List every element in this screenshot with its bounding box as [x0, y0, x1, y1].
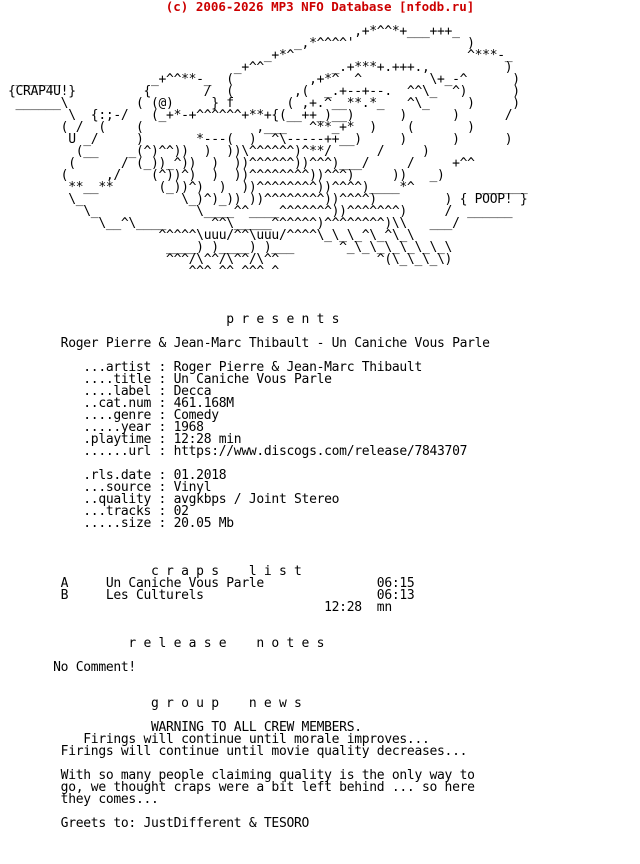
- group-news-heading: g r o u p n e w s: [8, 696, 302, 711]
- info-row: ..cat.num : 461.168M: [8, 396, 234, 411]
- craps-list-heading: c r a p s l i s t: [8, 564, 302, 579]
- ascii-art-line: ______ _+^^**-_ ( ,+*^ ^ \+_-^ ): [8, 72, 520, 87]
- group-news-line: Greets to: JustDifferent & TESORO: [8, 816, 310, 831]
- ascii-art-line: \ {:;-/ (_+*-+^^^^^^+**+{(__++_)__) ) ) /: [8, 108, 513, 123]
- ascii-art-line: ____) )____) )___ ^_\_\_\_\_\_\_\: [8, 240, 453, 255]
- ascii-art-line: \_ \____^^____^^^^^^^))^^^^^^^) / ______: [8, 204, 513, 219]
- info-row: ...tracks : 02: [8, 504, 189, 519]
- ascii-art-line: ^^^^^\uuu/^^\uuu/^^^^\_\_\_^\_^\_\: [8, 228, 415, 243]
- info-row: .playtime : 12:28 min: [8, 432, 242, 447]
- presents-heading: p r e s e n t s: [8, 312, 340, 327]
- ascii-art-line: U _/ ) *---( ) ^\-----++__) ) ) ): [8, 132, 513, 147]
- info-row: .....year : 1968: [8, 420, 204, 435]
- ascii-art-line: \__^\____ ^^\_____^^^^^^)^^^^^^^^)\\ ___/: [8, 216, 460, 231]
- release-title: Roger Pierre & Jean-Marc Thibault - Un Caniche Vous Parle: [8, 336, 490, 351]
- ascii-art-line: ,+*^^*+___+++_: [8, 24, 460, 39]
- group-news-line: With so many people claiming quality is the only way to: [8, 768, 475, 783]
- group-news-line: go, we thought craps were a bit left behind ... so here: [8, 780, 475, 795]
- ascii-art-line: ______\ ( (@) } f ( ,+.^__**.*_ ^\_ ) ): [8, 96, 520, 111]
- ascii-art-line: ^^^ ^^ ^^^ ^: [8, 264, 279, 279]
- info-row: ......url : https://www.discogs.com/release/7843707: [8, 444, 468, 459]
- ascii-art-line: ( ,/ (^))^) ) ))^^^^^^^^))^^^) )) _): [8, 168, 445, 183]
- ascii-art-line: {CRAP4U!} { / ( ,( _.+--+--. ^^\_ ^) ): [8, 84, 520, 99]
- info-row: ....genre : Comedy: [8, 408, 219, 423]
- info-row: ....label : Decca: [8, 384, 212, 399]
- ascii-art-line: ( / ( ( ,___ ^**_+* ) ( ): [8, 120, 475, 135]
- ascii-art-line: \_ \_)^)_)) ))^^^^^^^^))^^^^) ) { POOP! }: [8, 192, 528, 207]
- group-news-line: Firings will continue until morale improves...: [8, 732, 430, 747]
- ascii-art-line: **__** (_))^) ) ))^^^^^^^^))^^^^)____*^ ______: [8, 180, 528, 195]
- ascii-art-line: ^^^/\^^/\^^/\^^ ^(\_\_\_\): [8, 252, 453, 267]
- site-header: (c) 2006-2026 MP3 NFO Database [nfodb.ru]: [165, 0, 475, 14]
- release-notes-text: No Comment!: [8, 660, 136, 675]
- group-news-line: they comes...: [8, 792, 159, 807]
- total-time: 12:28 mn: [8, 600, 392, 615]
- group-news-line: Firings will continue until movie quality decreases...: [8, 744, 468, 759]
- ascii-art-line: (__ _(^)^^)) ) ))\^^^^^^)^**/ / ): [8, 144, 430, 159]
- info-row: .rls.date : 01.2018: [8, 468, 227, 483]
- ascii-art-line: _+^^ _.+***+.+++., ): [8, 60, 513, 75]
- group-news-line: WARNING TO ALL CREW MEMBERS.: [8, 720, 362, 735]
- info-row: ...artist : Roger Pierre & Jean-Marc Thibault: [8, 360, 422, 375]
- release-notes-heading: r e l e a s e n o t e s: [8, 636, 325, 651]
- info-row: ..quality : avgkbps / Joint Stereo: [8, 492, 340, 507]
- ascii-art-line: ( / (_))_^)) ) ))^^^^^^))^^^)___/ / +^^: [8, 156, 475, 171]
- nfo-text: [8, 14, 527, 830]
- info-row: .....size : 20.05 Mb: [8, 516, 234, 531]
- ascii-art-line: _,*^^^^' ): [8, 36, 475, 51]
- info-row: ...source : Vinyl: [8, 480, 212, 495]
- track-row: B Les Culturels 06:13: [8, 588, 415, 603]
- info-row: ....title : Un Caniche Vous Parle: [8, 372, 332, 387]
- ascii-art-line: _+*^ ^***-_: [8, 48, 513, 63]
- track-row: A Un Caniche Vous Parle 06:15: [8, 576, 415, 591]
